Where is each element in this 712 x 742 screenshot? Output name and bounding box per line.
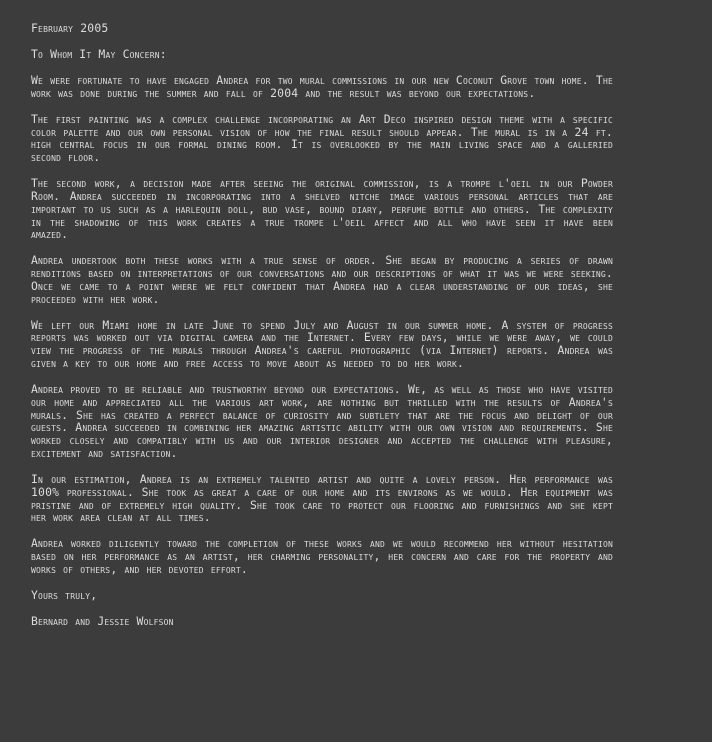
letter-signature: Bernard and Jessie Wolfson bbox=[31, 613, 174, 628]
letter-paragraph-6: Andrea proved to be reliable and trustworthy beyond our expectations. We, as well as those who have visited our home and appreciated all the various art work, are nothing but thrilled with the results of Andrea's murals. She has created a perfect balance of curiosity and subtlety that are the focus and delight of our guests. Andrea succeeded in combining her amazing artistic ability with our own vision and requirements. She worked closely and compatibly with us and our interior designer and accepted the challenge with pleasure, excitement and satisfaction. bbox=[31, 382, 613, 461]
letter-paragraph-4: Andrea undertook both these works with a true sense of order. She began by producing a series of drawn renditions based on interpretations of our conversations and our descriptions of what it was we were seeking. Once we came to a point where we felt confident that Andrea had a clear understanding of our ideas, she proceeded with her work. bbox=[31, 253, 613, 306]
letter-paragraph-8: Andrea worked diligently toward the completion of these works and we would recommend her without hesitation based on her performance as an artist, her charming personality, her concern and care for the property and works of others, and her devoted effort. bbox=[31, 536, 613, 576]
letter-salutation: To Whom It May Concern: bbox=[31, 46, 167, 61]
letter-body bbox=[31, 22, 613, 641]
letter-paragraph-5: We left our Miami home in late June to spend July and August in our summer home. A system of progress reports was worked out via digital camera and the Internet. Every few days, while we were away, we could view the progress of the murals through Andrea's careful photographic (via Internet) reports. Andrea was given a key to our home and free access to move about as needed to do her work. bbox=[31, 317, 613, 371]
letter-paragraph-3: The second work, a decision made after seeing the original commission, is a trompe l'oeil in our Powder Room. Andrea succeeded in incorporating into a shelved nitche image various personal articles that are important to us such as a harlequin doll, bud vase, bound diary, perfume bottle and others. The complexity in the shadowing of this work creates a true trompe l'oeil affect and all who have seen it have been amazed. bbox=[31, 176, 613, 242]
letter-paragraph-1: We were fortunate to have engaged Andrea for two mural commissions in our new Coconut Grove town home. The work was done during the summer and fall of 2004 and the result was beyond our expectations. bbox=[31, 72, 613, 100]
letter-paragraph-2: The first painting was a complex challenge incorporating an Art Deco inspired design theme with a specific color palette and our own personal vision of how the final result should appear. The mural is in a 24 ft. high central focus in our formal dining room. It is overlooked by the main living space and a galleried second floor. bbox=[31, 111, 613, 165]
letter-date: February 2005 bbox=[31, 21, 109, 35]
letter-paragraph-7: In our estimation, Andrea is an extremely talented artist and quite a lovely person. Her performance was 100% professional. She took as great a care of our home and its environs as we would. Her equipment was pristine and of extremely high quality. She took care to protect our flooring and furnishings and she kept her work area clean at all times. bbox=[31, 472, 613, 525]
letter-closing: Yours truly, bbox=[31, 587, 98, 602]
